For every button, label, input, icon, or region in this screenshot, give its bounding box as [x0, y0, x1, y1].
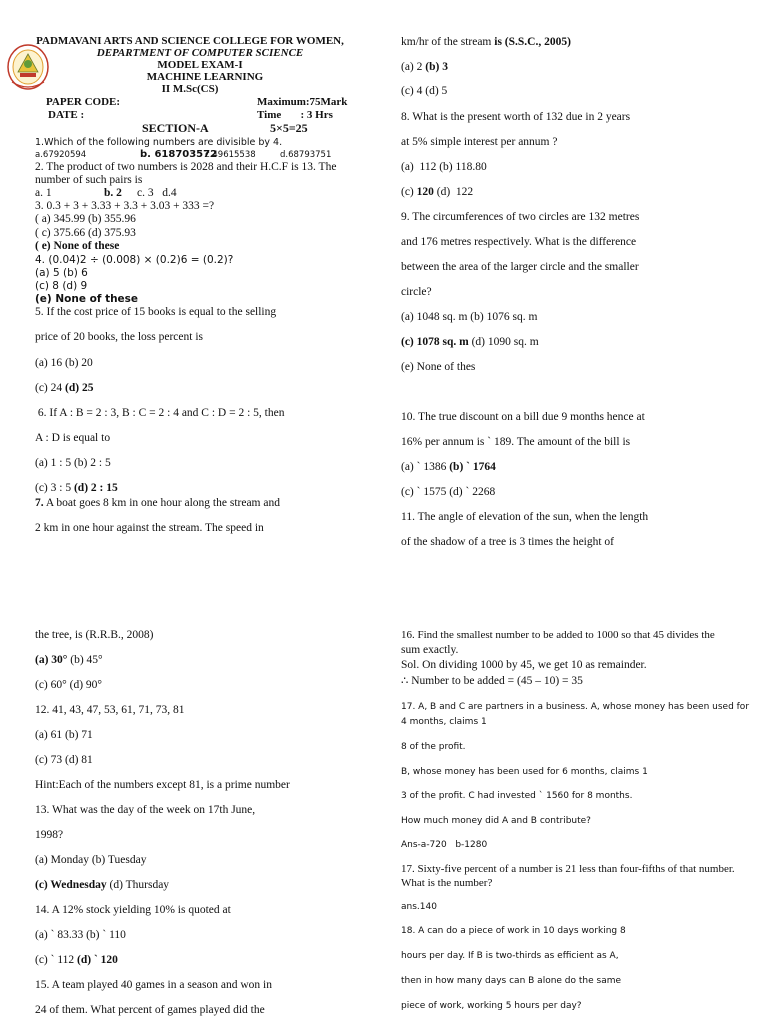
q14-option-cd — [35, 954, 118, 967]
class-name: II M.Sc(CS) — [161, 83, 219, 95]
question-9-line-1: 9. The circumferences of two circles are 132 metres — [401, 211, 640, 223]
date-label: DATE : — [48, 109, 85, 121]
question-5-line-2: price of 20 books, the loss percent is — [35, 331, 203, 343]
q7-source: is (S.S.C., 2005) — [494, 36, 571, 48]
q7-option-a: (a) 2 — [401, 61, 426, 73]
question-16-solution: Sol. On dividing 1000 by 45, we get 10 as remainder. — [401, 659, 647, 671]
question-17b-answer: ans.140 — [401, 902, 437, 912]
question-6-line-1: 6. If A : B = 2 : 3, B : C = 2 : 4 and C : D = 2 : 5, then — [35, 407, 285, 419]
question-17a-line-3: 8 of the profit. — [401, 742, 466, 752]
q7-option-cd: (c) 4 (d) 5 — [401, 85, 448, 97]
question-1: 1.Which of the following numbers are divisible by 4. — [35, 137, 283, 148]
question-9-line-4: circle? — [401, 286, 432, 298]
q4-option-e: (e) None of these — [35, 293, 139, 305]
question-18-line-1: 18. A can do a piece of work in 10 days working 8 — [401, 926, 626, 936]
question-2-line-1: 2. The product of two numbers is 2028 and their H.C.F is 13. The — [35, 161, 337, 173]
q1-option-b: b. 618703572 — [140, 149, 218, 160]
q12-hint: Hint:Each of the numbers except 81, is a prime number — [35, 779, 290, 791]
paper-code-label: PAPER CODE: — [46, 96, 121, 108]
q9-option-cd — [401, 336, 539, 349]
section-title: SECTION-A — [142, 121, 209, 135]
q5-option-d: (d) 25 — [65, 382, 94, 394]
q7-line3-text: km/hr of the stream — [401, 36, 495, 48]
question-2-line-2: number of such pairs is — [35, 174, 143, 186]
q8-option-c-label: (c) — [401, 186, 417, 198]
question-11-line-1: 11. The angle of elevation of the sun, when the length — [401, 511, 649, 523]
q6-option-c: (c) 3 : 5 — [35, 482, 74, 494]
q12-option-ab: (a) 61 (b) 71 — [35, 729, 93, 741]
q13-option-c: (c) Wednesday — [35, 879, 107, 891]
q6-option-cd — [35, 482, 118, 495]
q11-option-a: (a) 30° — [35, 654, 68, 666]
q2-option-cd: c. 3 d.4 — [137, 187, 177, 199]
exam-name: MODEL EXAM-I — [157, 59, 243, 71]
question-11-line-3: the tree, is (R.R.B., 2008) — [35, 629, 154, 641]
question-16-answer: ∴ Number to be added = (45 – 10) = 35 — [401, 675, 583, 687]
q11-option-cd: (c) 60° (d) 90° — [35, 679, 102, 691]
question-17a-line-1: 17. A, B and C are partners in a business. A, whose money has been used for — [401, 702, 750, 712]
question-6-line-2: A : D is equal to — [35, 432, 111, 444]
q6-option-d: (d) 2 : 15 — [73, 482, 118, 494]
question-18-line-3: then in how many days can B alone do the same — [401, 976, 622, 986]
q1-option-d: d.68793751 — [280, 150, 332, 160]
subject-name: MACHINE LEARNING — [146, 71, 264, 83]
question-5-line-1: 5. If the cost price of 15 books is equal to the selling — [35, 306, 277, 318]
question-7-line-2: 2 km in one hour against the stream. The speed in — [35, 522, 264, 534]
q3-option-ab: ( a) 345.99 (b) 355.96 — [35, 213, 136, 225]
question-16-line-1: 16. Find the smallest number to be added to 1000 so that 45 divides the — [401, 629, 715, 641]
q4-option-ab: (a) 5 (b) 6 — [35, 267, 88, 279]
question-12: 12. 41, 43, 47, 53, 61, 71, 73, 81 — [35, 704, 185, 716]
q11-option-ab — [35, 654, 103, 667]
q3-option-e: ( e) None of these — [35, 240, 120, 252]
q7-option-ab — [401, 61, 448, 74]
q7-number: 7. — [35, 497, 44, 509]
section-marks: 5×5=25 — [270, 121, 308, 135]
q10-option-a: (a) ` 1386 — [401, 461, 450, 473]
q9-option-ab: (a) 1048 sq. m (b) 1076 sq. m — [401, 311, 538, 323]
question-10-line-1: 10. The true discount on a bill due 9 months hence at — [401, 411, 645, 423]
question-17b-line-1: 17. Sixty-five percent of a number is 21 less than four-fifths of that number. — [401, 863, 735, 875]
question-17a-line-2: 4 months, claims 1 — [401, 717, 487, 727]
question-13-line-2: 1998? — [35, 829, 64, 841]
question-17a-answer: Ans-a-720 b-1280 — [401, 840, 488, 850]
q4-option-cd: (c) 8 (d) 9 — [35, 280, 88, 292]
q6-option-ab: (a) 1 : 5 (b) 2 : 5 — [35, 457, 111, 469]
q13-option-ab: (a) Monday (b) Tuesday — [35, 854, 147, 866]
q1-option-c: c.49615538 — [205, 150, 256, 160]
college-name: PADMAVANI ARTS AND SCIENCE COLLEGE FOR WOMEN, — [36, 35, 344, 47]
time-label: Time : 3 Hrs — [257, 109, 333, 121]
q14-option-c: (c) ` 112 — [35, 954, 78, 966]
q3-option-cd: ( c) 375.66 (d) 375.93 — [35, 227, 136, 239]
q10-option-ab — [401, 461, 496, 474]
question-17a-line-6: How much money did A and B contribute? — [401, 816, 591, 826]
question-4: 4. (0.04)2 ÷ (0.008) × (0.2)6 = (0.2)? — [35, 254, 234, 266]
q9-option-e: (e) None of thes — [401, 361, 476, 373]
question-18-line-2: hours per day. If B is two-thirds as efficient as A, — [401, 951, 619, 961]
question-17a-line-4: B, whose money has been used for 6 months, claims 1 — [401, 767, 648, 777]
question-7-line-1 — [35, 497, 280, 510]
q12-option-cd: (c) 73 (d) 81 — [35, 754, 93, 766]
question-10-line-2: 16% per annum is ` 189. The amount of the bill is — [401, 436, 631, 448]
question-9-line-3: between the area of the larger circle and the smaller — [401, 261, 639, 273]
q8-option-d: (d) 122 — [433, 186, 474, 198]
q13-option-cd — [35, 879, 169, 892]
maximum-marks: Maximum:75Mark — [257, 96, 348, 108]
question-8-line-2: at 5% simple interest per annum ? — [401, 136, 558, 148]
q8-option-c-value: 120 — [416, 186, 434, 198]
question-16-line-2: sum exactly. — [401, 644, 459, 656]
question-7-line-3 — [401, 36, 571, 49]
question-8-line-1: 8. What is the present worth of 132 due in 2 years — [401, 111, 631, 123]
q9-option-c: (c) 1078 sq. m — [401, 336, 469, 348]
question-17a-line-5: 3 of the profit. C had invested ` 1560 for 8 months. — [401, 791, 633, 801]
question-3: 3. 0.3 + 3 + 3.33 + 3.3 + 3.03 + 333 =? — [35, 200, 215, 212]
question-14: 14. A 12% stock yielding 10% is quoted at — [35, 904, 231, 916]
q7-text: A boat goes 8 km in one hour along the stream and — [43, 497, 280, 509]
q8-option-ab: (a) 112 (b) 118.80 — [401, 161, 487, 173]
question-11-line-2: of the shadow of a tree is 3 times the height of — [401, 536, 615, 548]
q2-option-a: a. 1 — [35, 187, 52, 199]
question-13-line-1: 13. What was the day of the week on 17th June, — [35, 804, 256, 816]
q10-option-cd: (c) ` 1575 (d) ` 2268 — [401, 486, 496, 498]
question-15-line-1: 15. A team played 40 games in a season and won in — [35, 979, 272, 991]
q2-option-b: b. 2 — [104, 187, 122, 199]
q13-option-d: (d) Thursday — [106, 879, 170, 891]
question-15-line-2: 24 of them. What percent of games played did the — [35, 1004, 265, 1016]
q14-option-d: (d) ` 120 — [77, 954, 118, 966]
q5-option-cd — [35, 382, 93, 395]
q8-option-cd — [401, 186, 473, 199]
question-17b-line-2: What is the number? — [401, 877, 493, 889]
q10-option-b: (b) ` 1764 — [449, 461, 496, 473]
q5-option-ab: (a) 16 (b) 20 — [35, 357, 93, 369]
q1-option-a: a.67920594 — [35, 150, 87, 160]
q14-option-ab: (a) ` 83.33 (b) ` 110 — [35, 929, 126, 941]
q11-option-b: (b) 45° — [67, 654, 103, 666]
q7-option-b: (b) 3 — [425, 61, 448, 73]
q9-option-d: (d) 1090 sq. m — [468, 336, 539, 348]
question-9-line-2: and 176 metres respectively. What is the difference — [401, 236, 637, 248]
question-18-line-4: piece of work, working 5 hours per day? — [401, 1001, 582, 1011]
department-name: DEPARTMENT OF COMPUTER SCIENCE — [96, 47, 304, 59]
q5-option-c: (c) 24 — [35, 382, 66, 394]
